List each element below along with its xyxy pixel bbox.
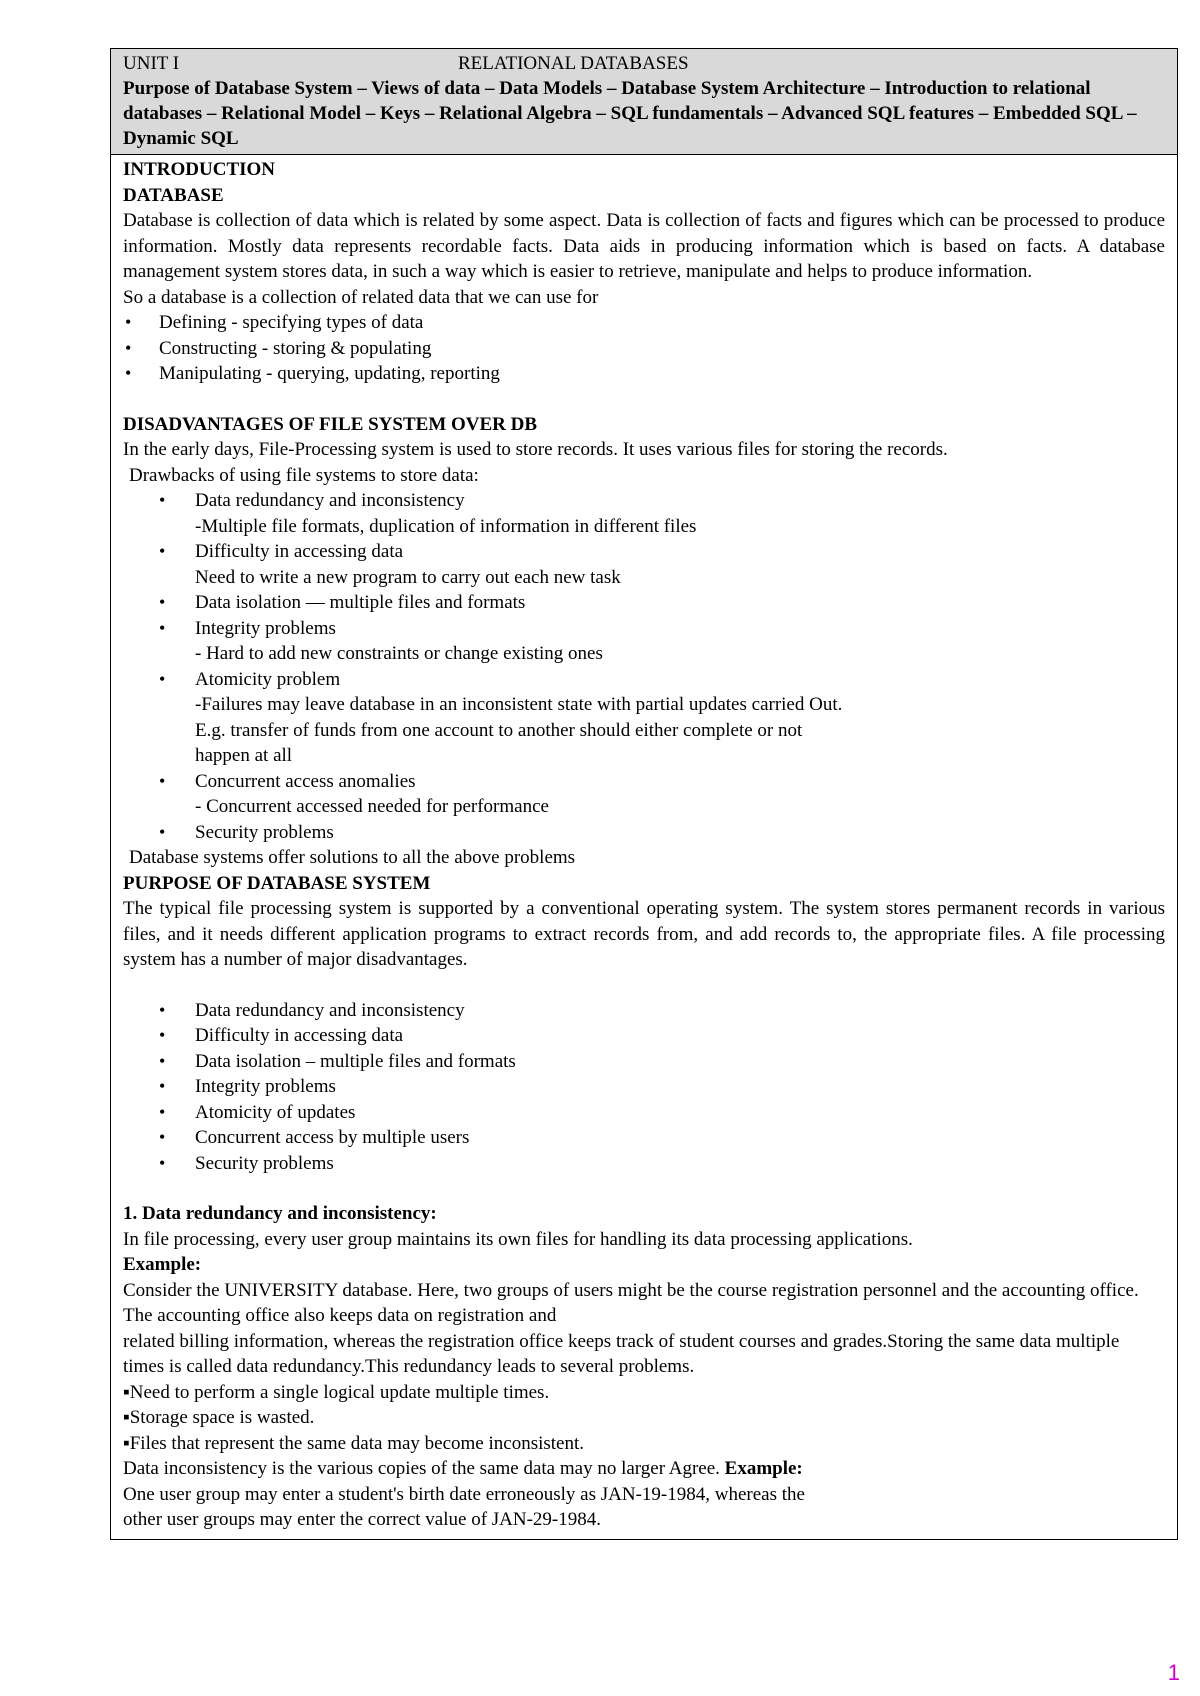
list-item: • Difficulty in accessing data [123, 539, 1165, 565]
list-item: • Difficulty in accessing data [123, 1023, 1165, 1049]
list-item-detail: happen at all [195, 745, 293, 766]
list-item-detail: - Concurrent accessed needed for performance [195, 796, 549, 817]
list-item: • Integrity problems [123, 616, 1165, 642]
list-item: • Security problems [123, 1151, 1165, 1177]
list-item: • Atomicity of updates [123, 1100, 1165, 1126]
purpose-heading: PURPOSE OF DATABASE SYSTEM [123, 872, 431, 894]
unit-number: UNIT I [123, 53, 180, 74]
drawbacks-list [123, 820, 1165, 846]
list-item: • Data redundancy and inconsistency [123, 998, 1165, 1024]
redundancy-paragraph: In file processing, every user group maintains its own files for handling its data processing applications. [123, 1228, 913, 1250]
page-number: 1 [1167, 1660, 1180, 1685]
list-item: • Manipulating - querying, updating, reporting [123, 361, 1165, 387]
problem-item: ▪Files that represent the same data may become inconsistent. [123, 1432, 585, 1454]
intro-lead: So a database is a collection of related data that we can use for [123, 286, 599, 308]
list-item-detail: E.g. transfer of funds from one account to another should either complete or not [195, 719, 803, 741]
list-item: • Concurrent access by multiple users [123, 1125, 1165, 1151]
inconsistency-example-label: Example: [724, 1458, 803, 1479]
intro-bullet-list [123, 310, 1165, 387]
list-item: • Atomicity problem [123, 667, 1165, 693]
final-line: One user group may enter a student's birth date erroneously as JAN-19-1984, whereas the [123, 1483, 805, 1505]
drawbacks-list [123, 488, 1165, 514]
inconsistency-text: Data inconsistency is the various copies of the same data may no larger Agree. [123, 1458, 725, 1479]
list-item: • Data isolation — multiple files and formats [123, 590, 1165, 616]
drawbacks-list [123, 539, 1165, 565]
drawbacks-lead: Drawbacks of using file systems to store data: [129, 464, 479, 486]
drawbacks-list [123, 590, 1165, 641]
list-item: • Security problems [123, 820, 1165, 846]
drawbacks-list [123, 769, 1165, 795]
drawbacks-list [123, 667, 1165, 693]
disadvantages-heading: DISADVANTAGES OF FILE SYSTEM OVER DB [123, 413, 538, 435]
list-item: • Integrity problems [123, 1074, 1165, 1100]
final-line: other user groups may enter the correct value of JAN-29-1984. [123, 1509, 602, 1530]
list-item: • Data redundancy and inconsistency [123, 488, 1165, 514]
list-item-detail: Need to write a new program to carry out each new task [195, 566, 621, 588]
database-heading: DATABASE [123, 184, 224, 206]
example-line: Consider the UNIVERSITY database. Here, two groups of users might be the course registration personnel and the accounting office. The accounting office also keeps data on registration and [123, 1279, 1139, 1326]
intro-paragraph: Database is collection of data which is related by some aspect. Data is collection of facts and figures which can be processed to produce information. Mostly data represents recordable facts. Data aids in producing information which is based on facts. A database management system stores data, in such a way which is easier to retrieve, manipulate and helps to produce information. [123, 210, 1165, 282]
purpose-paragraph: The typical file processing system is supported by a conventional operating system. The system stores permanent records in various files, and it needs different application programs to extract records from, and add records to, the appropriate files. A file processing system has a number of major disadvantages. [123, 898, 1165, 970]
disadvantages-closing: Database systems offer solutions to all the above problems [129, 847, 576, 868]
list-item: • Defining - specifying types of data [123, 310, 1165, 336]
redundancy-heading: 1. Data redundancy and inconsistency: [123, 1203, 437, 1224]
disadvantages-paragraph: In the early days, File-Processing system is used to store records. It uses various files for storing the records. [123, 439, 948, 460]
list-item: • Data isolation – multiple files and formats [123, 1049, 1165, 1075]
list-item-detail: - Hard to add new constraints or change existing ones [195, 643, 603, 664]
intro-heading: INTRODUCTION [123, 159, 276, 180]
list-item: • Concurrent access anomalies [123, 769, 1165, 795]
list-item-detail: -Failures may leave database in an inconsistent state with partial updates carried Out. [195, 694, 843, 715]
unit-title: RELATIONAL DATABASES [458, 53, 689, 74]
document-frame [110, 48, 1178, 1540]
example-label: Example: [123, 1254, 202, 1275]
problem-item: ▪Storage space is wasted. [123, 1407, 315, 1428]
list-item: • Constructing - storing & populating [123, 336, 1165, 362]
inconsistency-line [123, 1456, 1165, 1482]
unit-topics: Purpose of Database System – Views of data – Data Models – Database System Architecture – Introduction to relational databases – Relational Model – Keys – Relational Algebra – SQL fundamentals – Advanced SQL features – Embedded SQL – Dynamic SQL [123, 78, 1137, 149]
list-item-detail: -Multiple file formats, duplication of information in different files [195, 515, 697, 537]
unit-header [111, 49, 1177, 155]
problem-item: ▪Need to perform a single logical update multiple times. [123, 1381, 550, 1403]
document-body [111, 155, 1177, 1539]
example-line: related billing information, whereas the registration office keeps track of student courses and grades.Storing the same data multiple times is called data redundancy.This redundancy leads to several problems. [123, 1330, 1120, 1377]
purpose-bullet-list [123, 998, 1165, 1177]
